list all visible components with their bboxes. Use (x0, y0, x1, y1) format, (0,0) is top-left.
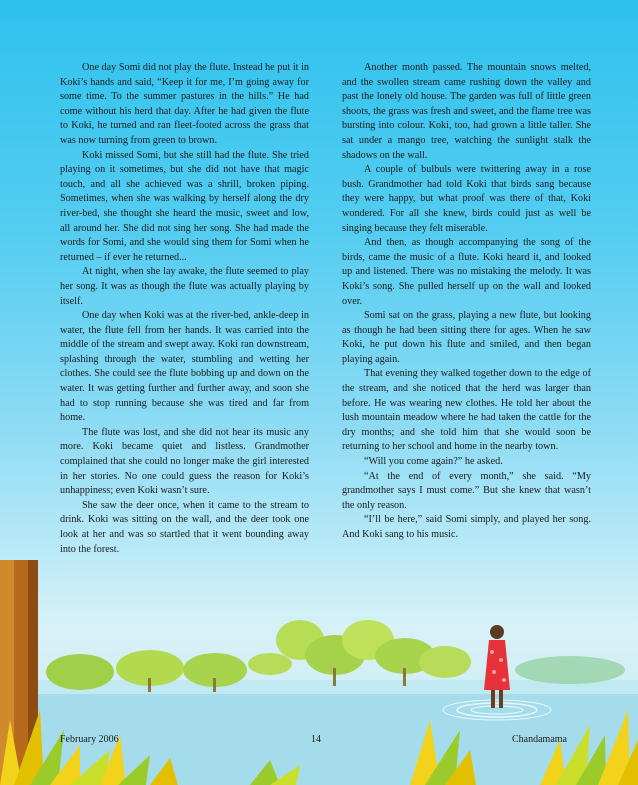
stream-illustration (0, 560, 638, 785)
paragraph: “At the end of every month,” she said. “My grandmother says I must come.” But she knew that wasn’t the only reason. (342, 470, 591, 511)
paragraph: And then, as though accompanying the song of the birds, came the music of a flute. Koki heard it, and looked up and listened. There was no mistaking the melody. It was Koki’s song. She pulled herself up on the wall and looked over. (342, 237, 591, 307)
paragraph: Somi sat on the grass, playing a new flute, but looking as though he had been sitting there for ages. When he saw Koki, he put down his flute and smiled, and then began playing again. (342, 310, 591, 365)
paragraph: A couple of bulbuls were twittering away in a rose bush. Grandmother had told Koki that birds sang because they were happy, but what proof was there of that, Koki wondered. For all she knew, birds could just as well be singing because they felt miserable. (342, 164, 591, 234)
paragraph: At night, when she lay awake, the flute seemed to play her song. It was as though the flute was actually playing by itself. (60, 266, 309, 307)
page-number: 14 (311, 734, 321, 745)
paragraph: “Will you come again?” he asked. (364, 456, 503, 468)
paragraph: One day when Koki was at the river-bed, ankle-deep in water, the flute fell from her hands. It was carried into the middle of the stream and swept away. Koki ran downstream, splashing through the water, stumbling and wetting her clothes. She could see the flute bobbing up and down on the water. It was getting further and further away, and soon she had to stop running because she was tired and far from home. (60, 310, 309, 424)
magazine-name: Chandamama (512, 734, 567, 745)
paragraph: The flute was lost, and she did not hear its music any more. Koki became quiet and listless. Grandmother complained that she could no longer make the girl interested in her stories. No one could guess the reason for Koki’s unhappiness; even Koki wasn’t sure. (60, 426, 309, 497)
paragraph: That evening they walked together down to the edge of the stream, and she noticed that the herd was larger than before. He was wearing new clothes. He told her about the lush mountain meadow where he had taken the cattle for the dry months; and she told him that she would soon be returning to her school and home in the nearby town. (342, 368, 591, 453)
paragraph: Another month passed. The mountain snows melted, and the swollen stream came rushing down the valley and past the lonely old house. The garden was full of little green shoots, the grass was fresh and sweet, and the flame tree was bursting into colour. Koki, too, had grown a little taller. She sat under a mango tree, watching the sunlight stalk the shadows on the wall. (342, 62, 591, 161)
issue-date: February 2006 (60, 734, 119, 745)
bushes (46, 620, 625, 692)
paragraph: One day Somi did not play the flute. Instead he put it in Koki’s hands and said, “Keep it for me, I’m going away for some time. To the summer pastures in the hills.” He had come without his herd that day. After he had given the flute to Koki, he turned and ran fleet-footed across the grass that was now turning from green to brown. (60, 62, 309, 146)
paragraph: She saw the deer once, when it came to the stream to drink. Koki was sitting on the wall, and the deer took one look at her and was so startled that it went bounding away into the forest. (60, 499, 309, 555)
paragraph: “I’ll be here,” said Somi simply, and played her song. And Koki sang to his music. (342, 514, 591, 540)
story-left-column (60, 61, 309, 557)
paragraph: Koki missed Somi, but she still had the flute. She tried playing on it sometimes, but she did not have that magic touch, and all she achieved was a shrill, broken piping. Sometimes, when she was walking by herself along the dry river-bed, she thought she heard the music, sweet and low, all around her. She did not sing her song. She had made the words for Somi, and she would sing them for Somi when he returned – if ever he returned... (60, 149, 309, 263)
story-right-column (342, 61, 591, 543)
